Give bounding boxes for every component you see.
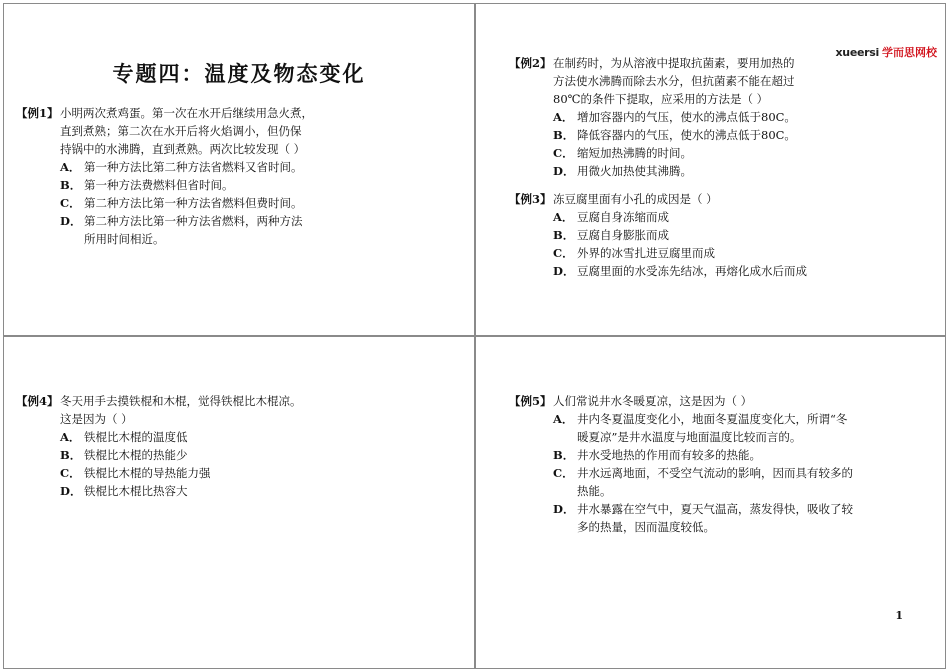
xueersi-logo bbox=[836, 44, 938, 60]
example-3 bbox=[509, 190, 807, 280]
question-stem bbox=[509, 392, 853, 410]
stem-line: 直到煮熟；第二次在水开后将火焰调小，但仍保 bbox=[60, 124, 302, 138]
option-b bbox=[553, 226, 807, 244]
option-d bbox=[553, 500, 853, 536]
stem-line: 80℃的条件下提取，应采用的方法是（ ） bbox=[553, 92, 769, 106]
option-text: 缩短加热沸腾的时间。 bbox=[577, 146, 692, 160]
option-b bbox=[553, 446, 853, 464]
option-label: B． bbox=[553, 128, 575, 142]
question-stem bbox=[509, 54, 796, 108]
option-text: 井水暴露在空气中，夏天气温高，蒸发得快，吸收了较 bbox=[577, 502, 853, 516]
example-2 bbox=[509, 54, 796, 180]
option-label: D． bbox=[553, 502, 575, 516]
option-text: 铁棍比木棍的温度低 bbox=[84, 430, 188, 444]
option-text: 豆腐自身冻缩而成 bbox=[577, 210, 669, 224]
option-text: 用微火加热使其沸腾。 bbox=[577, 164, 692, 178]
option-label: C． bbox=[60, 196, 81, 210]
stem-line: 冬天用手去摸铁棍和木棍，觉得铁棍比木棍凉。 bbox=[60, 394, 302, 408]
logo-text-cn: 学而思网校 bbox=[882, 46, 937, 59]
example-5 bbox=[509, 392, 853, 536]
option-a bbox=[60, 158, 313, 176]
option-label: C． bbox=[553, 246, 574, 260]
option-b bbox=[60, 176, 313, 194]
slide-2 bbox=[475, 3, 946, 336]
option-text: 降低容器内的气压，使水的沸点低于80C。 bbox=[577, 128, 796, 142]
option-text: 所用时间相近。 bbox=[84, 232, 165, 246]
option-label: C． bbox=[60, 466, 81, 480]
logo-text-en: xueersi bbox=[835, 46, 879, 59]
option-d bbox=[60, 482, 302, 500]
option-label: D． bbox=[553, 164, 575, 178]
option-label: A． bbox=[553, 110, 574, 124]
slide-1 bbox=[3, 3, 475, 336]
stem-line: 小明两次煮鸡蛋。第一次在水开后继续用急火煮， bbox=[60, 106, 313, 120]
option-text: 豆腐里面的水受冻先结冰，再熔化成水后而成 bbox=[577, 264, 807, 278]
option-c bbox=[553, 464, 853, 500]
option-label: A． bbox=[60, 160, 81, 174]
option-a bbox=[60, 428, 302, 446]
option-text: 第二种方法比第一种方法省燃料，两种方法 bbox=[84, 214, 303, 228]
question-tag: 【例3】 bbox=[509, 192, 552, 206]
option-text: 铁棍比木棍的导热能力强 bbox=[84, 466, 211, 480]
option-text: 第一种方法费燃料但省时间。 bbox=[84, 178, 234, 192]
option-c bbox=[553, 144, 796, 162]
option-d bbox=[553, 162, 796, 180]
page-number: 1 bbox=[895, 609, 903, 622]
slide-4 bbox=[475, 336, 946, 669]
option-c bbox=[553, 244, 807, 262]
option-text: 第一种方法比第二种方法省燃料又省时间。 bbox=[84, 160, 303, 174]
question-stem bbox=[16, 104, 313, 158]
option-text: 暖夏凉”是井水温度与地面温度比较而言的。 bbox=[577, 430, 802, 444]
stem-line: 人们常说井水冬暖夏凉，这是因为（ ） bbox=[553, 394, 753, 408]
option-text: 豆腐自身膨胀而成 bbox=[577, 228, 669, 242]
option-text: 井水远离地面，不受空气流动的影响，因而具有较多的 bbox=[577, 466, 853, 480]
question-tag: 【例4】 bbox=[16, 394, 59, 408]
option-d bbox=[60, 212, 313, 248]
option-c bbox=[60, 194, 313, 212]
option-label: D． bbox=[60, 484, 82, 498]
stem-line: 持锅中的水沸腾，直到煮熟。两次比较发现（ ） bbox=[60, 142, 306, 156]
question-tag: 【例5】 bbox=[509, 394, 552, 408]
option-text: 外界的冰雪扎进豆腐里而成 bbox=[577, 246, 715, 260]
option-label: B． bbox=[553, 228, 575, 242]
option-label: A． bbox=[553, 210, 574, 224]
option-text: 铁棍比木棍比热容大 bbox=[84, 484, 188, 498]
question-tag: 【例2】 bbox=[509, 56, 552, 70]
option-a bbox=[553, 410, 853, 446]
option-a bbox=[553, 208, 807, 226]
option-b bbox=[60, 446, 302, 464]
stem-line: 在制药时，为从溶液中提取抗菌素，要用加热的 bbox=[553, 56, 795, 70]
option-text: 第二种方法比第一种方法省燃料但费时间。 bbox=[84, 196, 303, 210]
option-label: B． bbox=[60, 448, 82, 462]
stem-line: 方法使水沸腾而除去水分，但抗菌素不能在超过 bbox=[553, 74, 795, 88]
option-a bbox=[553, 108, 796, 126]
option-label: C． bbox=[553, 146, 574, 160]
option-text: 热能。 bbox=[577, 484, 612, 498]
option-b bbox=[553, 126, 796, 144]
option-label: D． bbox=[553, 264, 575, 278]
stem-line: 冻豆腐里面有小孔的成因是（ ） bbox=[553, 192, 718, 206]
option-label: C． bbox=[553, 466, 574, 480]
option-label: B． bbox=[553, 448, 575, 462]
option-text: 铁棍比木棍的热能少 bbox=[84, 448, 188, 462]
question-stem bbox=[16, 392, 302, 428]
option-label: A． bbox=[60, 430, 81, 444]
question-tag: 【例1】 bbox=[16, 106, 59, 120]
slide-3 bbox=[3, 336, 475, 669]
option-label: D． bbox=[60, 214, 82, 228]
page-title: 专题四：温度及物态变化 bbox=[112, 61, 366, 86]
option-label: B． bbox=[60, 178, 82, 192]
option-d bbox=[553, 262, 807, 280]
stem-line: 这是因为（ ） bbox=[60, 412, 133, 426]
example-4 bbox=[16, 392, 302, 500]
option-text: 井水受地热的作用而有较多的热能。 bbox=[577, 448, 761, 462]
option-text: 多的热量，因而温度较低。 bbox=[577, 520, 715, 534]
question-stem bbox=[509, 190, 807, 208]
option-c bbox=[60, 464, 302, 482]
option-text: 增加容器内的气压，使水的沸点低于80C。 bbox=[577, 110, 796, 124]
option-label: A． bbox=[553, 412, 574, 426]
example-1 bbox=[16, 104, 313, 248]
option-text: 井内冬夏温度变化小，地面冬夏温度变化大，所谓“冬 bbox=[577, 412, 848, 426]
